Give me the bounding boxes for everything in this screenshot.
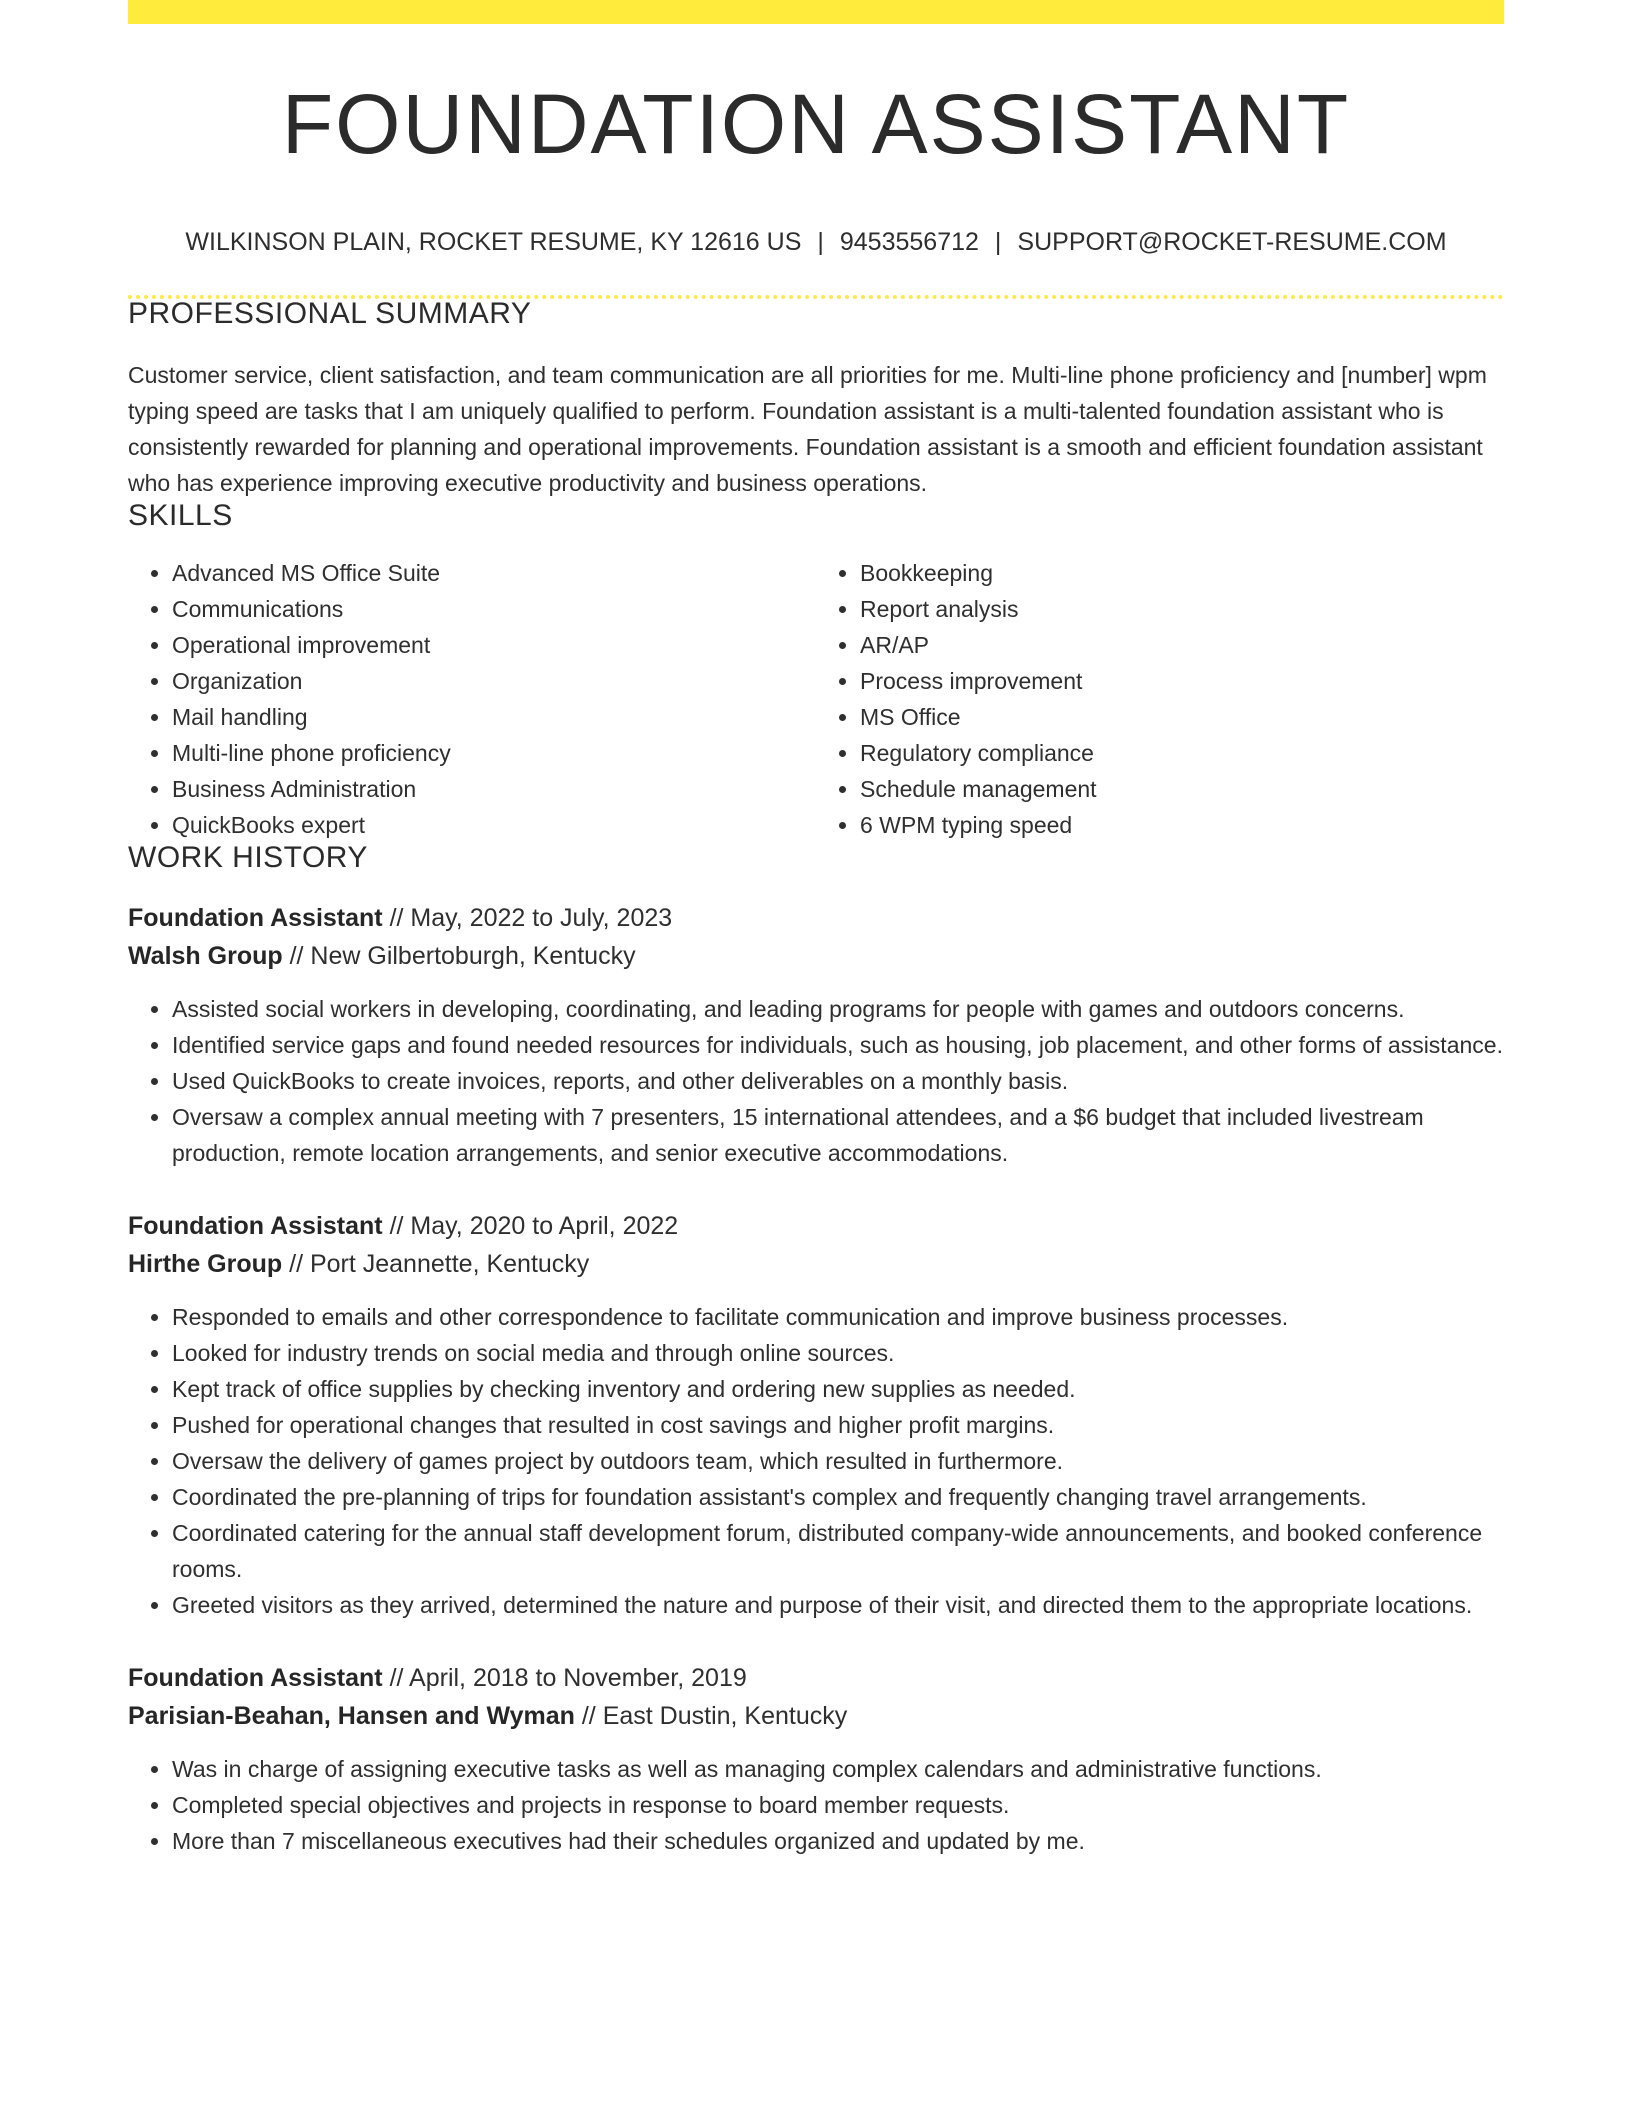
job-bullet: • Greeted visitors as they arrived, determined the nature and purpose of their visit, and directed them to the appropriate locations. [172, 1587, 1504, 1623]
skill-item: • Communications [172, 591, 816, 627]
skill-item: • Regulatory compliance [860, 735, 1504, 771]
job-bullet: • More than 7 miscellaneous executives had their schedules organized and updated by me. [172, 1823, 1504, 1859]
job-bullet: • Coordinated catering for the annual staff development forum, distributed company-wide announcements, and booked conference rooms. [172, 1515, 1504, 1587]
summary-text: Customer service, client satisfaction, and team communication are all priorities for me. Multi-line phone proficiency and [number] wpm typing speed are tasks that I am uniquely qualified to perform. Foundation assistant is a multi-talented foundation assistant who is consistently rewarded for planning and operational improvements. Foundation assistant is a smooth and efficient foundation assistant who has experience improving executive productivity and business operations. [128, 362, 1487, 496]
job-location: // Port Jeannette, Kentucky [282, 1250, 590, 1278]
job-company-line [128, 937, 1504, 975]
job-company-line [128, 1245, 1504, 1283]
job-bullets [128, 1751, 1504, 1859]
skill-item: • QuickBooks expert [172, 807, 816, 843]
contact-email: SUPPORT@ROCKET-RESUME.COM [1017, 228, 1447, 256]
skill-item: • Schedule management [860, 771, 1504, 807]
job-location: // New Gilbertoburgh, Kentucky [282, 942, 636, 970]
skills-list [128, 555, 1504, 843]
contact-line [128, 230, 1504, 255]
skill-item: • MS Office [860, 699, 1504, 735]
skill-item: • Bookkeeping [860, 555, 1504, 591]
job-bullet: • Looked for industry trends on social media and through online sources. [172, 1335, 1504, 1371]
job-role: Foundation Assistant [128, 904, 383, 932]
job-bullets [128, 1299, 1504, 1623]
job-bullet: • Coordinated the pre-planning of trips for foundation assistant's complex and frequently changing travel arrangements. [172, 1479, 1504, 1515]
job-entry [128, 1659, 1504, 1859]
skill-item: • Multi-line phone proficiency [172, 735, 816, 771]
job-company: Hirthe Group [128, 1250, 283, 1278]
skill-item: • Process improvement [860, 663, 1504, 699]
summary-heading: PROFESSIONAL SUMMARY [128, 297, 532, 330]
contact-separator: | [817, 228, 824, 256]
job-bullet: • Identified service gaps and found needed resources for individuals, such as housing, job placement, and other forms of assistance. [172, 1027, 1504, 1063]
job-bullet: • Oversaw the delivery of games project by outdoors team, which resulted in furthermore. [172, 1443, 1504, 1479]
candidate-name: FOUNDATION ASSISTANT [281, 77, 1351, 171]
job-company: Parisian-Beahan, Hansen and Wyman [128, 1702, 575, 1730]
skill-item: • Advanced MS Office Suite [172, 555, 816, 591]
job-role: Foundation Assistant [128, 1212, 383, 1240]
work-history-heading: WORK HISTORY [128, 841, 368, 874]
job-dates: // May, 2020 to April, 2022 [382, 1212, 679, 1240]
job-title-line [128, 899, 1504, 937]
job-role: Foundation Assistant [128, 1664, 383, 1692]
job-title-line [128, 1659, 1504, 1697]
job-bullet: • Pushed for operational changes that resulted in cost savings and higher profit margins. [172, 1407, 1504, 1443]
job-bullet: • Was in charge of assigning executive tasks as well as managing complex calendars and administrative functions. [172, 1751, 1504, 1787]
job-bullet: • Assisted social workers in developing, coordinating, and leading programs for people with games and outdoors concerns. [172, 991, 1504, 1027]
job-bullet: • Used QuickBooks to create invoices, reports, and other deliverables on a monthly basis. [172, 1063, 1504, 1099]
resume-page [128, 0, 1504, 1859]
job-bullet: • Responded to emails and other correspondence to facilitate communication and improve business processes. [172, 1299, 1504, 1335]
job-company-line [128, 1697, 1504, 1735]
skills-column-left [128, 555, 816, 843]
job-entry [128, 899, 1504, 1171]
skill-item: • 6 WPM typing speed [860, 807, 1504, 843]
accent-top-bar [128, 0, 1504, 24]
job-dates: // May, 2022 to July, 2023 [382, 904, 673, 932]
job-bullet: • Completed special objectives and projects in response to board member requests. [172, 1787, 1504, 1823]
job-location: // East Dustin, Kentucky [574, 1702, 848, 1730]
skill-item: • Report analysis [860, 591, 1504, 627]
job-dates: // April, 2018 to November, 2019 [382, 1664, 747, 1692]
contact-separator: | [994, 228, 1002, 256]
skill-item: • AR/AP [860, 627, 1504, 663]
skills-heading: SKILLS [128, 499, 233, 532]
contact-address: WILKINSON PLAIN, ROCKET RESUME, KY 12616 US [185, 228, 802, 256]
job-title-line [128, 1207, 1504, 1245]
skills-column-right [816, 555, 1504, 843]
job-entry [128, 1207, 1504, 1623]
job-bullet: • Oversaw a complex annual meeting with 7 presenters, 15 international attendees, and a $6 budget that included livestream production, remote location arrangements, and senior executive accommodations. [172, 1099, 1504, 1171]
skill-item: • Mail handling [172, 699, 816, 735]
skill-item: • Operational improvement [172, 627, 816, 663]
contact-phone: 9453556712 [839, 228, 979, 256]
skill-item: • Business Administration [172, 771, 816, 807]
skill-item: • Organization [172, 663, 816, 699]
job-bullet: • Kept track of office supplies by checking inventory and ordering new supplies as needed. [172, 1371, 1504, 1407]
job-bullets [128, 991, 1504, 1171]
job-company: Walsh Group [128, 942, 283, 970]
